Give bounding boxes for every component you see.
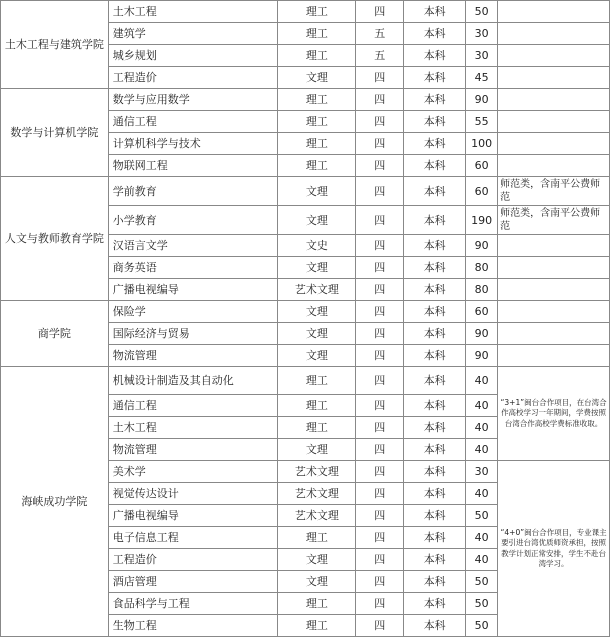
major-cell: 土木工程 [108, 417, 278, 439]
category-cell: 文理 [278, 177, 356, 206]
quota-cell: 30 [466, 461, 498, 483]
years-cell: 四 [356, 206, 404, 235]
major-cell: 城乡规划 [108, 45, 278, 67]
level-cell: 本科 [404, 1, 466, 23]
major-cell: 酒店管理 [108, 571, 278, 593]
years-cell: 四 [356, 483, 404, 505]
quota-cell: 40 [466, 439, 498, 461]
category-cell: 理工 [278, 593, 356, 615]
level-cell: 本科 [404, 483, 466, 505]
table-row [1, 89, 610, 111]
level-cell: 本科 [404, 461, 466, 483]
major-cell: 工程造价 [108, 67, 278, 89]
quota-cell: 50 [466, 615, 498, 637]
category-cell: 艺术文理 [278, 483, 356, 505]
years-cell: 四 [356, 549, 404, 571]
note-cell [498, 1, 610, 23]
category-cell: 理工 [278, 395, 356, 417]
level-cell: 本科 [404, 67, 466, 89]
note-cell [498, 323, 610, 345]
years-cell: 四 [356, 527, 404, 549]
category-cell: 文理 [278, 206, 356, 235]
quota-cell: 50 [466, 1, 498, 23]
category-cell: 理工 [278, 45, 356, 67]
note-cell [498, 111, 610, 133]
years-cell: 四 [356, 367, 404, 395]
years-cell: 四 [356, 155, 404, 177]
quota-cell: 40 [466, 549, 498, 571]
category-cell: 理工 [278, 111, 356, 133]
note-cell [498, 345, 610, 367]
quota-cell: 40 [466, 527, 498, 549]
category-cell: 理工 [278, 367, 356, 395]
quota-cell: 40 [466, 367, 498, 395]
years-cell: 四 [356, 67, 404, 89]
years-cell: 四 [356, 301, 404, 323]
quota-cell: 30 [466, 23, 498, 45]
major-cell: 通信工程 [108, 395, 278, 417]
category-cell: 艺术文理 [278, 505, 356, 527]
major-cell: 视觉传达设计 [108, 483, 278, 505]
years-cell: 四 [356, 395, 404, 417]
category-cell: 理工 [278, 417, 356, 439]
level-cell: 本科 [404, 527, 466, 549]
major-cell: 土木工程 [108, 1, 278, 23]
quota-cell: 45 [466, 67, 498, 89]
note-cell [498, 301, 610, 323]
category-cell: 理工 [278, 89, 356, 111]
category-cell: 理工 [278, 23, 356, 45]
major-cell: 生物工程 [108, 615, 278, 637]
note-preschool: 师范类，含南平公费师范 [498, 177, 610, 206]
table-row [1, 1, 610, 23]
major-cell: 工程造价 [108, 549, 278, 571]
quota-cell: 90 [466, 345, 498, 367]
major-cell: 国际经济与贸易 [108, 323, 278, 345]
quota-cell: 30 [466, 45, 498, 67]
quota-cell: 100 [466, 133, 498, 155]
level-cell: 本科 [404, 301, 466, 323]
note-cell [498, 89, 610, 111]
major-cell: 机械设计制造及其自动化 [108, 367, 278, 395]
level-cell: 本科 [404, 395, 466, 417]
quota-cell: 50 [466, 593, 498, 615]
level-cell: 本科 [404, 89, 466, 111]
level-cell: 本科 [404, 367, 466, 395]
quota-cell: 40 [466, 395, 498, 417]
years-cell: 四 [356, 417, 404, 439]
major-cell: 数学与应用数学 [108, 89, 278, 111]
note-cell [498, 67, 610, 89]
note-cell [498, 133, 610, 155]
quota-cell: 80 [466, 279, 498, 301]
years-cell: 四 [356, 461, 404, 483]
level-cell: 本科 [404, 505, 466, 527]
quota-cell: 90 [466, 89, 498, 111]
level-cell: 本科 [404, 323, 466, 345]
level-cell: 本科 [404, 615, 466, 637]
major-cell: 物流管理 [108, 439, 278, 461]
major-cell: 广播电视编导 [108, 279, 278, 301]
quota-cell: 90 [466, 235, 498, 257]
level-cell: 本科 [404, 257, 466, 279]
table-body [1, 1, 610, 637]
table-row [1, 301, 610, 323]
major-cell: 计算机科学与技术 [108, 133, 278, 155]
category-cell: 艺术文理 [278, 461, 356, 483]
category-cell: 文理 [278, 67, 356, 89]
major-cell: 食品科学与工程 [108, 593, 278, 615]
level-cell: 本科 [404, 133, 466, 155]
level-cell: 本科 [404, 235, 466, 257]
years-cell: 四 [356, 323, 404, 345]
quota-cell: 40 [466, 417, 498, 439]
major-cell: 汉语言文学 [108, 235, 278, 257]
note-cell [498, 23, 610, 45]
level-cell: 本科 [404, 345, 466, 367]
years-cell: 四 [356, 593, 404, 615]
level-cell: 本科 [404, 155, 466, 177]
note-cell [498, 279, 610, 301]
level-cell: 本科 [404, 111, 466, 133]
category-cell: 文理 [278, 439, 356, 461]
note-primary: 师范类，含南平公费师范 [498, 206, 610, 235]
category-cell: 理工 [278, 155, 356, 177]
years-cell: 四 [356, 615, 404, 637]
quota-cell: 60 [466, 301, 498, 323]
major-cell: 物联网工程 [108, 155, 278, 177]
major-cell: 广播电视编导 [108, 505, 278, 527]
major-cell: 小学教育 [108, 206, 278, 235]
major-cell: 保险学 [108, 301, 278, 323]
category-cell: 文理 [278, 571, 356, 593]
years-cell: 四 [356, 505, 404, 527]
category-cell: 艺术文理 [278, 279, 356, 301]
category-cell: 理工 [278, 615, 356, 637]
level-cell: 本科 [404, 45, 466, 67]
years-cell: 四 [356, 439, 404, 461]
college-cell: 人文与教师教育学院 [1, 177, 109, 301]
major-cell: 建筑学 [108, 23, 278, 45]
years-cell: 四 [356, 133, 404, 155]
note-cell [498, 235, 610, 257]
years-cell: 四 [356, 571, 404, 593]
major-cell: 物流管理 [108, 345, 278, 367]
level-cell: 本科 [404, 177, 466, 206]
level-cell: 本科 [404, 439, 466, 461]
quota-cell: 50 [466, 571, 498, 593]
quota-cell: 55 [466, 111, 498, 133]
college-cell: 数学与计算机学院 [1, 89, 109, 177]
college-cell: 海峡成功学院 [1, 367, 109, 637]
note-program-4plus0: “4+0”闽台合作项目，专业课主要引进台湾优质师资承担，按照教学计划正常安排，学生不赴台湾学习。 [498, 461, 610, 637]
category-cell: 文理 [278, 257, 356, 279]
category-cell: 文理 [278, 345, 356, 367]
years-cell: 五 [356, 23, 404, 45]
years-cell: 四 [356, 235, 404, 257]
years-cell: 四 [356, 89, 404, 111]
quota-cell: 80 [466, 257, 498, 279]
level-cell: 本科 [404, 571, 466, 593]
years-cell: 四 [356, 345, 404, 367]
category-cell: 文史 [278, 235, 356, 257]
college-cell: 土木工程与建筑学院 [1, 1, 109, 89]
college-cell: 商学院 [1, 301, 109, 367]
level-cell: 本科 [404, 23, 466, 45]
years-cell: 四 [356, 257, 404, 279]
table-row [1, 367, 610, 395]
level-cell: 本科 [404, 206, 466, 235]
years-cell: 四 [356, 111, 404, 133]
major-cell: 美术学 [108, 461, 278, 483]
major-cell: 学前教育 [108, 177, 278, 206]
category-cell: 理工 [278, 527, 356, 549]
level-cell: 本科 [404, 417, 466, 439]
note-program-3plus1: “3+1”闽台合作项目，在台湾合作高校学习一年期间，学费按照台湾合作高校学费标准收取。 [498, 367, 610, 461]
quota-cell: 60 [466, 155, 498, 177]
years-cell: 四 [356, 279, 404, 301]
note-cell [498, 45, 610, 67]
years-cell: 五 [356, 45, 404, 67]
level-cell: 本科 [404, 279, 466, 301]
category-cell: 理工 [278, 1, 356, 23]
note-cell [498, 155, 610, 177]
level-cell: 本科 [404, 549, 466, 571]
category-cell: 文理 [278, 549, 356, 571]
quota-cell: 90 [466, 323, 498, 345]
category-cell: 理工 [278, 133, 356, 155]
years-cell: 四 [356, 177, 404, 206]
table-row [1, 177, 610, 206]
quota-cell: 60 [466, 177, 498, 206]
note-cell [498, 257, 610, 279]
quota-cell: 50 [466, 505, 498, 527]
major-cell: 通信工程 [108, 111, 278, 133]
years-cell: 四 [356, 1, 404, 23]
quota-cell: 40 [466, 483, 498, 505]
category-cell: 文理 [278, 301, 356, 323]
major-cell: 电子信息工程 [108, 527, 278, 549]
major-cell: 商务英语 [108, 257, 278, 279]
category-cell: 文理 [278, 323, 356, 345]
quota-cell: 190 [466, 206, 498, 235]
level-cell: 本科 [404, 593, 466, 615]
